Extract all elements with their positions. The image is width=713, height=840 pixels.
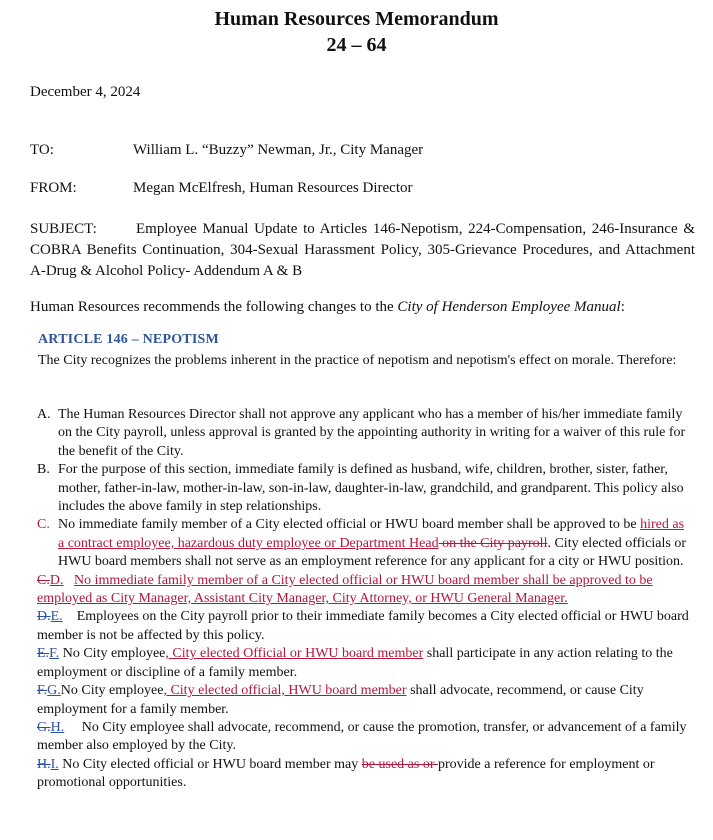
item-letter: A. <box>37 407 51 422</box>
inserted-text: , City elected official, HWU board member <box>163 683 407 699</box>
item-letter: B. <box>37 462 50 478</box>
new-letter: E. <box>50 609 63 625</box>
item-text: No City employee <box>60 683 164 699</box>
to-value: William L. “Buzzy” Newman, Jr., City Manager <box>133 142 424 158</box>
old-letter: H. <box>37 756 51 772</box>
to-label: TO: <box>30 142 54 158</box>
old-letter: E. <box>37 646 50 662</box>
item-text: No immediate family member of a City elected official or HWU board member shall be approved to be <box>58 517 641 533</box>
list-item-b <box>37 461 692 516</box>
list-item-e <box>37 608 692 645</box>
from-label: FROM: <box>30 180 77 196</box>
old-letter: C. <box>37 572 50 588</box>
old-letter: G. <box>37 719 51 735</box>
inserted-text: hired as a contract employee, hazardous duty employee or Department Head <box>58 517 685 551</box>
article-paragraph: The City recognizes the problems inherent in the practice of nepotism and nepotism's effect on morale. Therefore: <box>38 353 677 368</box>
deleted-text: on the City payroll <box>438 535 548 551</box>
intro-line <box>30 299 625 316</box>
list-item-h <box>37 719 692 756</box>
list-item-a <box>37 406 692 461</box>
new-letter: F. <box>49 646 60 662</box>
item-text: For the purpose of this section, immediate family is defined as husband, wife, children, brother, sister, father, mother, father-in-law, mother-in-law, son-in-law, daughter-in-law, grandchild, and grandparent. This policy also includes the above family in step relationships. <box>58 462 684 515</box>
item-text: The Human Resources Director shall not approve any applicant who has a member of his/her immediate family on the City payroll, unless approval is granted by the appointing authority in writing for a waiver of this rule for the benefit of the City. <box>58 407 686 459</box>
new-letter: D. <box>49 572 64 588</box>
new-letter: H. <box>50 719 65 735</box>
intro-end: : <box>620 299 625 315</box>
item-text: . City elected officials or HWU board members shall not serve as an employment reference for any applicant for a city or HWU position. <box>58 535 686 570</box>
nepotism-list <box>37 406 692 793</box>
old-letter: D. <box>37 609 51 625</box>
list-item-g <box>37 682 692 719</box>
item-text: shall participate in any action relating to the employment or discipline of a family member. <box>37 646 673 680</box>
memo-number: 24 – 64 <box>326 34 387 56</box>
item-text: No City elected official or HWU board member may <box>58 756 362 772</box>
item-letter: C. <box>37 517 50 533</box>
list-item-f <box>37 645 692 682</box>
item-text: provide a reference for employment or promotional opportunities. <box>37 756 655 791</box>
new-letter: G. <box>47 683 61 699</box>
article-heading: ARTICLE 146 – NEPOTISM <box>38 332 219 347</box>
subject-value: Employee Manual Update to Articles 146-Nepotism, 224-Compensation, 246-Insurance & COBRA Benefits Continuation, 304-Sexual Harassment Policy, 305-Grievance Procedures, and Attachment A-Drug & Alcohol Policy- Addendum A & B <box>30 221 695 279</box>
memo-date: December 4, 2024 <box>30 84 141 100</box>
item-text: shall advocate, recommend, or cause City employment for a family member. <box>37 683 644 717</box>
subject-block <box>30 219 695 282</box>
intro-text: Human Resources recommends the following changes to the <box>30 299 398 315</box>
from-value: Megan McElfresh, Human Resources Director <box>133 180 413 196</box>
list-item-i <box>37 756 692 793</box>
inserted-text: , City elected Official or HWU board member <box>165 646 424 662</box>
intro-emphasis: City of Henderson Employee Manual <box>397 299 621 315</box>
subject-label: SUBJECT: <box>30 221 97 237</box>
memo-title: Human Resources Memorandum <box>214 8 499 30</box>
list-item-c <box>37 516 692 571</box>
deleted-text: be used as or <box>361 756 438 772</box>
old-letter: F. <box>37 683 48 699</box>
inserted-text: No immediate family member of a City elected official or HWU board member shall be approved to be employed as City Manager, Assistant City Manager, City Attorney, or HWU General Manager. <box>37 572 653 607</box>
list-item-d <box>37 572 692 609</box>
new-letter: I. <box>50 756 59 772</box>
item-text: No City employee shall advocate, recommend, or cause the promotion, transfer, or advancement of a family member also employed by the City. <box>37 719 687 754</box>
item-text: No City employee <box>59 646 166 662</box>
item-text: Employees on the City payroll prior to their immediate family becomes a City elected official or HWU board member is not be affected by this policy. <box>37 609 689 643</box>
